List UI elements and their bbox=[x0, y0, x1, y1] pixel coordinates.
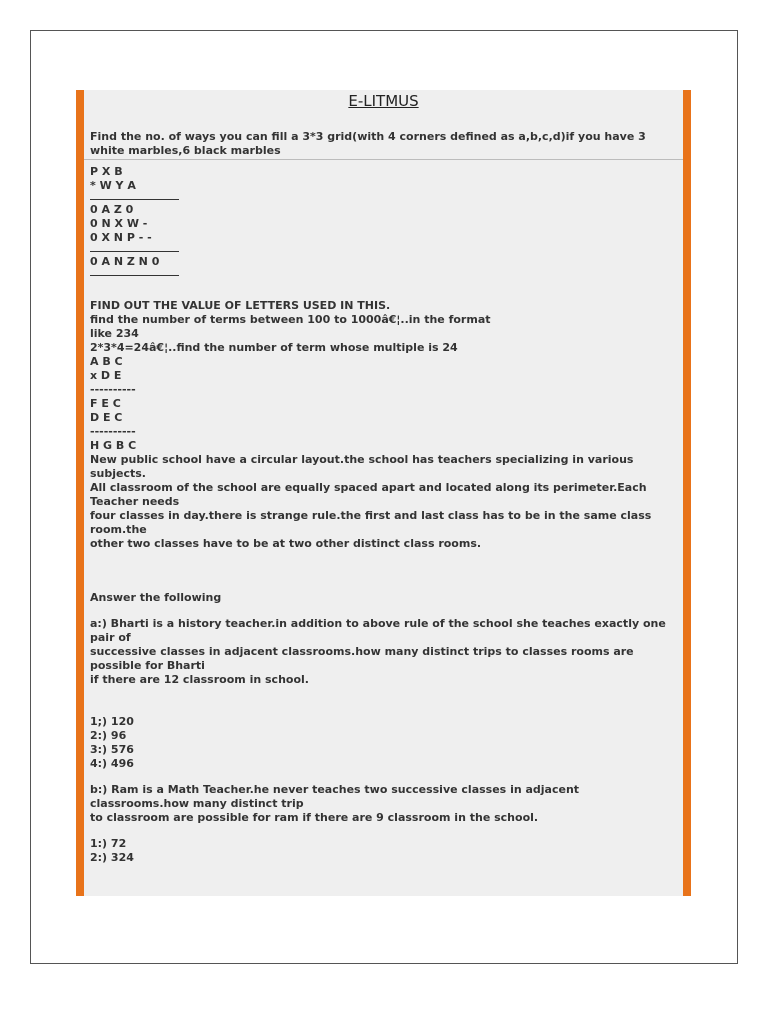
addition-line: H G B C bbox=[90, 439, 137, 452]
question-a: a:) Bharti is a history teacher.in addition to above rule of the school she teaches exactly one pair of successive classes in adjacent classrooms.how many distinct trips to classes rooms are possible for Bharti if there are 12 classroom in school. bbox=[90, 617, 666, 686]
puzzle-line: * W Y A bbox=[90, 179, 136, 192]
divider bbox=[84, 159, 683, 160]
terms-question: like 234 bbox=[90, 327, 139, 340]
document-content bbox=[76, 90, 691, 896]
option: 1;) 120 bbox=[90, 715, 134, 728]
addition-line: D E C bbox=[90, 411, 123, 424]
option: 3:) 576 bbox=[90, 743, 134, 756]
addition-line: x D E bbox=[90, 369, 122, 382]
addition-line: F E C bbox=[90, 397, 121, 410]
terms-question: 2*3*4=24â€¦..find the number of term whose multiple is 24 bbox=[90, 341, 458, 354]
page-title: E-LITMUS bbox=[348, 92, 419, 110]
option: 1:) 72 bbox=[90, 837, 127, 850]
question-grid-marbles: Find the no. of ways you can fill a 3*3 grid(with 4 corners defined as a,b,c,d)if you have 3 white marbles,6 black marbles bbox=[90, 130, 646, 157]
puzzle-line: 0 N X W - bbox=[90, 217, 148, 230]
underline bbox=[90, 199, 179, 200]
document-body bbox=[90, 130, 675, 865]
underline bbox=[90, 275, 179, 276]
addition-separator: ---------- bbox=[90, 383, 136, 396]
puzzle-line: P X B bbox=[90, 165, 123, 178]
addition-line: A B C bbox=[90, 355, 123, 368]
answer-heading: Answer the following bbox=[90, 591, 222, 604]
instruction-text: FIND OUT THE VALUE OF LETTERS USED IN THIS. bbox=[90, 299, 391, 312]
option: 2:) 324 bbox=[90, 851, 134, 864]
underline bbox=[90, 251, 179, 252]
puzzle-line: 0 A Z 0 bbox=[90, 203, 134, 216]
question-b: b:) Ram is a Math Teacher.he never teaches two successive classes in adjacent classrooms.how many distinct trip to classroom are possible for ram if there are 9 classroom in the school. bbox=[90, 783, 580, 824]
school-description: New public school have a circular layout.the school has teachers specializing in various subjects. All classroom of the school are equally spaced apart and located along its perimeter.Each Teacher needs four classes in day.there is strange rule.the first and last class has to be in the same class room.the other two classes have to be at two other distinct class rooms. bbox=[90, 453, 652, 550]
terms-question: find the number of terms between 100 to 1000â€¦..in the format bbox=[90, 313, 491, 326]
option: 2:) 96 bbox=[90, 729, 127, 742]
option: 4:) 496 bbox=[90, 757, 134, 770]
puzzle-line: 0 A N Z N 0 bbox=[90, 255, 160, 268]
addition-separator: ---------- bbox=[90, 425, 136, 438]
puzzle-line: 0 X N P - - bbox=[90, 231, 152, 244]
